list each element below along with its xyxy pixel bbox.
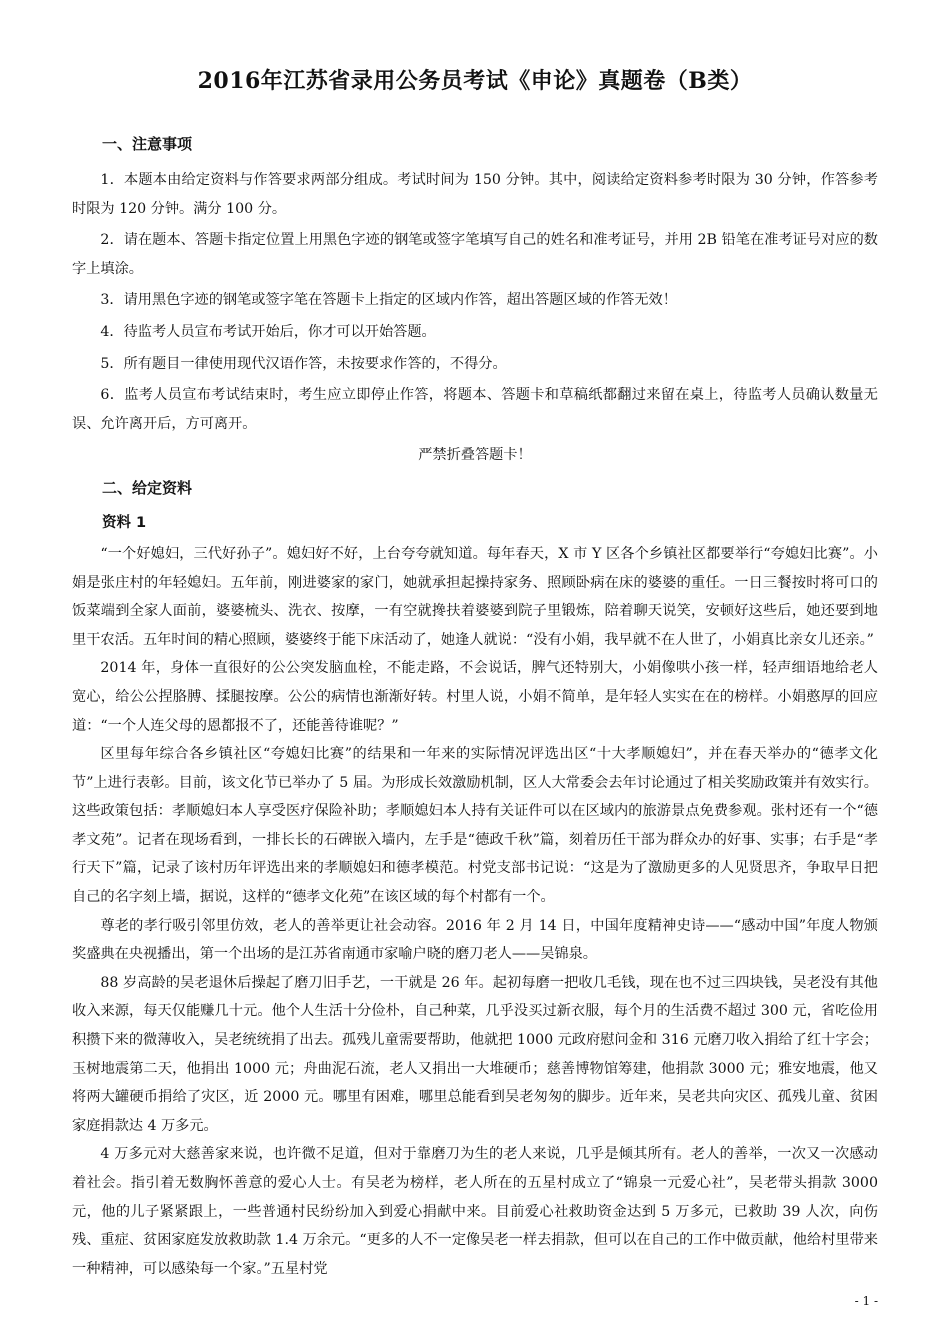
warning-text: 严禁折叠答题卡！ [418, 447, 532, 464]
note-item: 3．请用黑色字迹的钢笔或签字笔在答题卡上指定的区域内作答，超出答题区域的作答无效！ [100, 292, 677, 309]
note-item: 6．监考人员宣布考试结束时，考生应立即停止作答，将题本、答题卡和草稿纸都翻过来留在桌上，待监考人员确认数量无误、允许离开后，方可离开。 [72, 387, 878, 432]
document-content [72, 132, 878, 1283]
section-heading-materials: 二、给定资料 [102, 478, 193, 497]
material-paragraph: 88 岁高龄的吴老退休后操起了磨刀旧手艺，一干就是 26 年。起初每磨一把收几毛钱，现在也不过三四块钱，吴老没有其他收入来源，每天仅能赚几十元。他个人生活十分俭朴，自己种菜，几乎没买过新衣服，每个月的生活费不超过 300 元，省吃俭用积攒下来的微薄收入，吴老统统捐了出去。孤残儿童需要帮助，他就把 1000 元政府慰问金和 316 元磨刀收入捐给了红十字会；玉树地震第二天，他捐出 1000 元；舟曲泥石流，老人又捐出一大堆硬币；慈善博物馆筹建，他捐款 3000 元；雅安地震，他又将两大罐硬币捐给了灾区，近 2000 元。哪里有困难，哪里总能看到吴老匆匆的脚步。近年来，吴老共向灾区、孤残儿童、贫困家庭捐款达 4 万多元。 [72, 974, 878, 1134]
page-number: - 1 - [854, 1294, 878, 1308]
material-paragraph: 4 万多元对大慈善家来说，也许微不足道，但对于靠磨刀为生的老人来说，几乎是倾其所有。老人的善举，一次又一次感动着社会。指引着无数胸怀善意的爱心人士。有吴老为榜样，老人所在的五星村成立了“锦泉一元爱心社”，吴老带头捐款 3000 元，他的儿子紧紧跟上，一些普通村民纷纷加入到爱心捐献中来。目前爱心社救助资金达到 5 万多元，已救助 39 人次，向伤残、重症、贫困家庭发放救助款 1.4 万余元。“更多的人不一定像吴老一样去捐款，但可以在自己的工作中做贡献，他给村里带来一种精神，可以感染每一个家。”五星村党 [72, 1146, 878, 1277]
material-title: 资料 1 [102, 514, 147, 531]
note-item: 5．所有题目一律使用现代汉语作答，未按要求作答的，不得分。 [100, 355, 507, 372]
note-item: 4．待监考人员宣布考试开始后，你才可以开始答题。 [100, 323, 436, 340]
note-item: 1．本题本由给定资料与作答要求两部分组成。考试时间为 150 分钟。其中，阅读给定资料参考时限为 30 分钟，作答参考时限为 120 分钟。满分 100 分。 [72, 172, 878, 217]
material-paragraph: “一个好媳妇，三代好孙子”。媳妇好不好，上台夸夸就知道。每年春天，X 市 Y 区各个乡镇社区都要举行“夸媳妇比赛”。小娟是张庄村的年轻媳妇。五年前，刚进婆家的家门，她就承担起操持家务、照顾卧病在床的婆婆的重任。一日三餐按时将可口的饭菜端到全家人面前，婆婆梳头、洗衣、按摩，一有空就搀扶着婆婆到院子里锻炼，陪着聊天说笑，安顿好这些后，她还要到地里干农活。五年时间的精心照顾，婆婆终于能下床活动了，她逢人就说：“没有小娟，我早就不在人世了，小娟真比亲女儿还亲。” [72, 545, 878, 648]
material-paragraph: 区里每年综合各乡镇社区“夸媳妇比赛”的结果和一年来的实际情况评选出区“十大孝顺媳妇”，并在春天举办的“德孝文化节”上进行表彰。目前，该文化节已举办了 5 届。为形成长效激励机制，区人大常委会去年讨论通过了相关奖励政策并有效实行。这些政策包括：孝顺媳妇本人享受医疗保险补助；孝顺媳妇本人持有关证件可以在区域内的旅游景点免费参观。张村还有一个“德孝文苑”。记者在现场看到，一排长长的石碑嵌入墙内，左手是“德政千秋”篇，刻着历任干部为群众办的好事、实事；右手是“孝行天下”篇，记录了该村历年评选出来的孝顺媳妇和德孝模范。村党支部书记说：“这是为了激励更多的人见贤思齐，争取早日把自己的名字刻上墙，据说，这样的“德孝文化苑”在该区域的每个村都有一个。 [72, 746, 878, 906]
material-paragraph: 2014 年，身体一直很好的公公突发脑血栓，不能走路，不会说话，脾气还特别大，小娟像哄小孩一样，轻声细语地给老人宽心，给公公捏胳膊、揉腿按摩。公公的病情也渐渐好转。村里人说，小娟不简单，是年轻人实实在在的榜样。小娟憨厚的回应道：“一个人连父母的恩都报不了，还能善待谁呢？” [72, 660, 878, 734]
material-paragraph: 尊老的孝行吸引邻里仿效，老人的善举更让社会动容。2016 年 2 月 14 日，中国年度精神史诗——“感动中国”年度人物颁奖盛典在央视播出，第一个出场的是江苏省南通市家喻户晓的磨刀老人——吴锦泉。 [72, 917, 878, 963]
page-title: 2016年江苏省录用公务员考试《申论》真题卷（B类） [197, 68, 753, 94]
note-item: 2．请在题本、答题卡指定位置上用黑色字迹的钢笔或签字笔填写自己的姓名和准考证号，并用 2B 铅笔在准考证号对应的数字上填涂。 [72, 232, 878, 277]
section-heading-notes: 一、注意事项 [102, 135, 193, 153]
